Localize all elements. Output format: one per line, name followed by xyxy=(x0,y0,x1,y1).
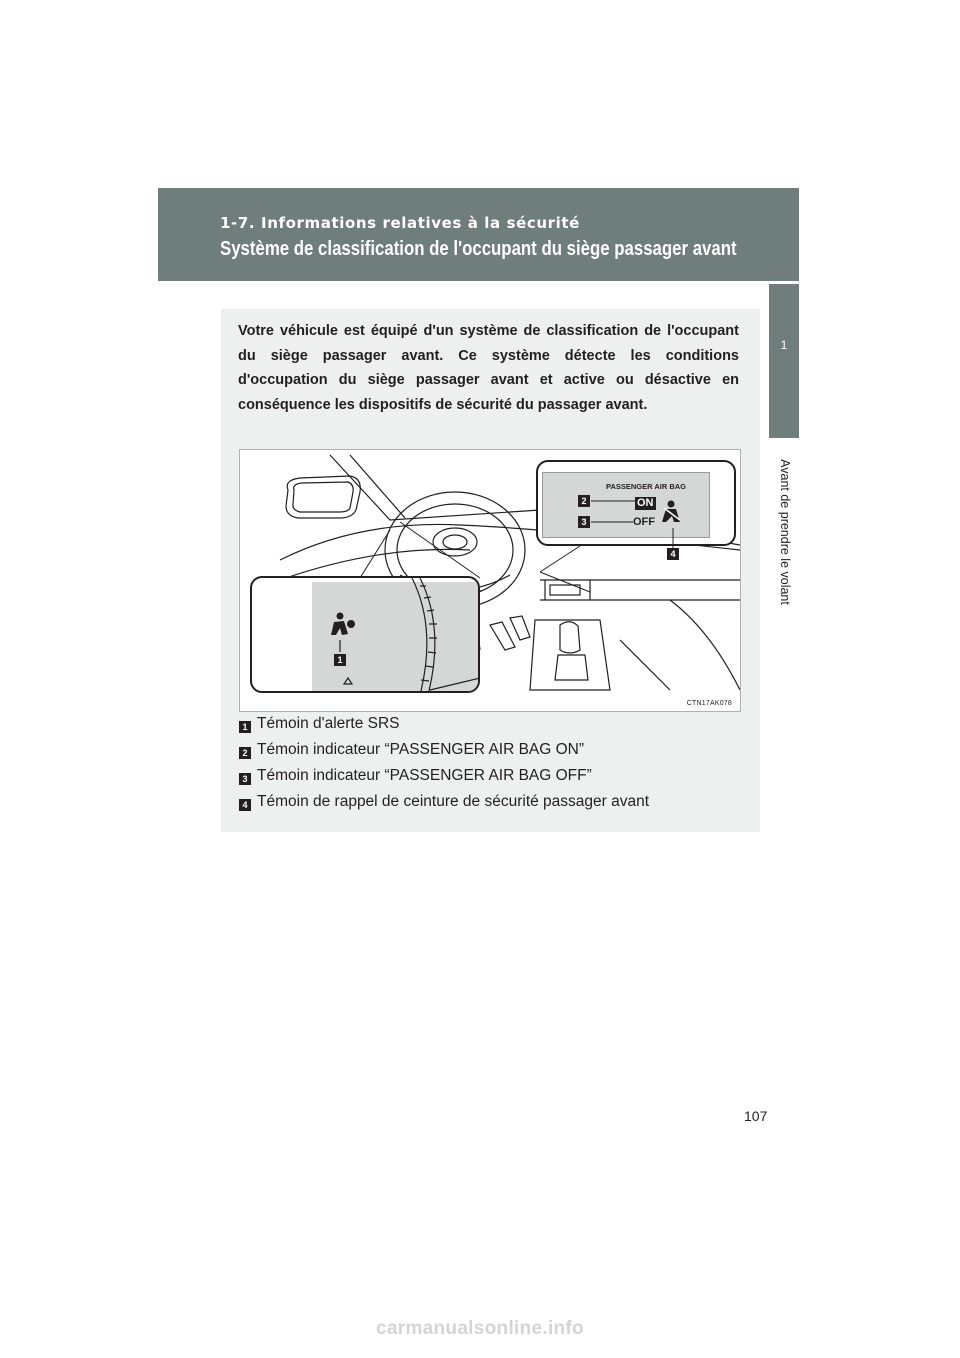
callout-number-3: 3 xyxy=(578,516,590,528)
dashboard-illustration xyxy=(239,449,741,712)
intro-paragraph: Votre véhicule est équipé d'un système de classification de l'occupant du siège passager avant. Ce système détecte les conditions d'occupation du siège passager avant et active ou désactive en conséquence les dispositifs de sécurité du passager avant. xyxy=(238,323,739,413)
legend-text: Témoin de rappel de ceinture de sécurité passager avant xyxy=(257,793,650,810)
chapter-label: Avant de prendre le volant xyxy=(778,459,792,605)
content-panel xyxy=(221,309,760,832)
section-header xyxy=(158,188,799,281)
section-label: 1-7. Informations relatives à la sécurité xyxy=(220,214,580,232)
srs-callout xyxy=(250,576,480,693)
srs-warning-icon xyxy=(331,613,355,636)
callout-number-4: 4 xyxy=(667,548,679,560)
figure-code: CTN17AK078 xyxy=(686,700,732,707)
legend-number-icon: 2 xyxy=(239,747,251,759)
page-number: 107 xyxy=(744,1108,768,1124)
legend-number-icon: 1 xyxy=(239,721,251,733)
passenger-airbag-title: PASSENGER AIR BAG xyxy=(606,482,687,491)
legend-text: Témoin indicateur “PASSENGER AIR BAG ON” xyxy=(257,741,585,758)
legend-number-icon: 4 xyxy=(239,799,251,811)
legend-number-icon: 3 xyxy=(239,773,251,785)
chapter-tab xyxy=(769,284,799,438)
page-title: Système de classification de l'occupant du siège passager avant xyxy=(220,238,737,260)
legend-text: Témoin indicateur “PASSENGER AIR BAG OFF” xyxy=(257,767,592,784)
legend-text: Témoin d'alerte SRS xyxy=(257,715,400,732)
callout-number-2: 2 xyxy=(578,495,590,507)
chapter-number: 1 xyxy=(780,338,788,352)
meter-drawing xyxy=(252,578,480,693)
off-indicator: OFF xyxy=(633,516,655,528)
watermark: carmanualsonline.info xyxy=(376,1318,584,1339)
callout-number-1: 1 xyxy=(334,654,346,666)
on-indicator: ON xyxy=(637,497,654,509)
